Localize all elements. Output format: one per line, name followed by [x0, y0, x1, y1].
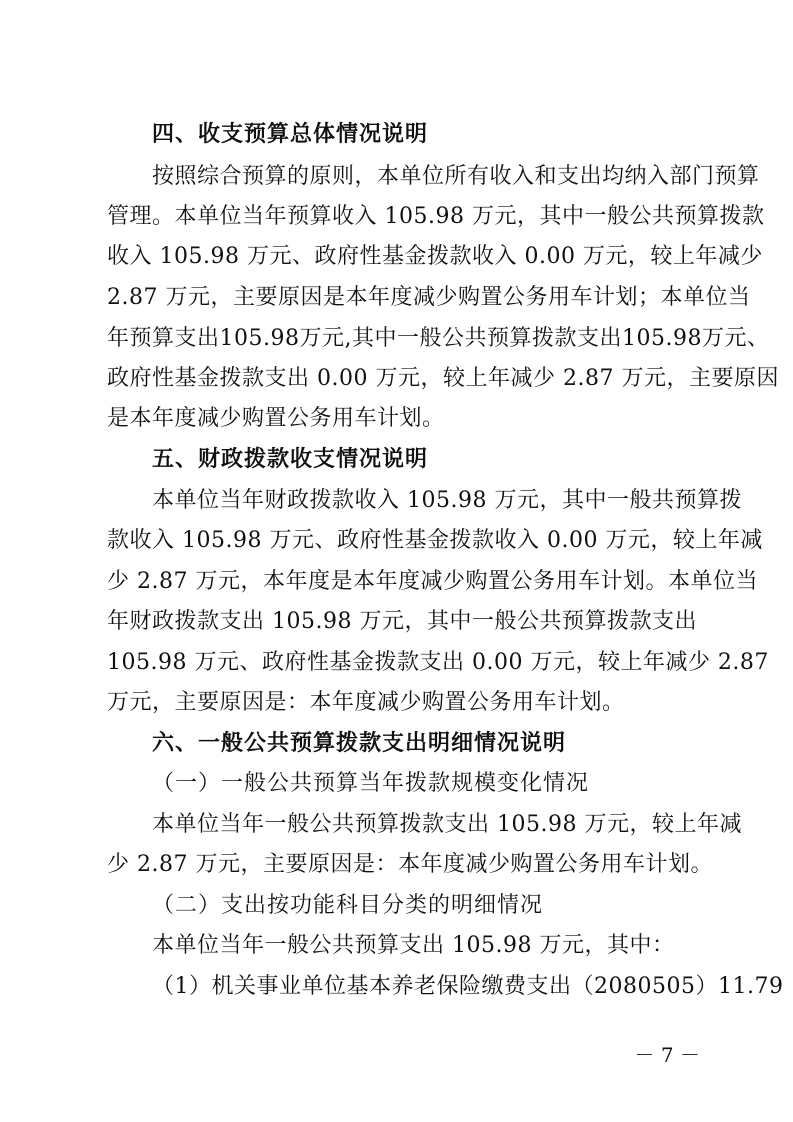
paragraph-line: 少 2.87 万元，本年度是本年度减少购置公务用车计划。本单位当	[107, 569, 758, 594]
subsection-heading-1: （一）一般公共预算当年拨款规模变化情况	[152, 771, 590, 796]
paragraph-line: 少 2.87 万元，主要原因是：本年度减少购置公务用车计划。	[107, 852, 713, 877]
paragraph-line: 政府性基金拨款支出 0.00 万元，较上年减少 2.87 万元，主要原因	[107, 366, 779, 391]
section-heading-6: 六、一般公共预算拨款支出明细情况说明	[152, 731, 567, 756]
subsection-heading-2: （二）支出按功能科目分类的明细情况	[152, 893, 544, 918]
paragraph-line: 本单位当年一般公共预算支出 105.98 万元，其中：	[152, 933, 675, 958]
paragraph-line: 年预算支出105.98万元,其中一般公共预算拨款支出105.98万元、	[107, 326, 770, 351]
page-number: － 7 －	[634, 1043, 700, 1067]
paragraph-line: 款收入 105.98 万元、政府性基金拨款收入 0.00 万元，较上年减	[107, 528, 763, 553]
paragraph-line: 按照综合预算的原则，本单位所有收入和支出均纳入部门预算	[152, 164, 760, 189]
paragraph-line: 2.87 万元，主要原因是本年度减少购置公务用车计划；本单位当	[107, 285, 751, 310]
paragraph-line: 本单位当年财政拨款收入 105.98 万元，其中一般共预算拨	[152, 488, 742, 513]
paragraph-line: 是本年度减少购置公务用车计划。	[107, 406, 445, 431]
paragraph-line: 年财政拨款支出 105.98 万元，其中一般公共预算拨款支出	[107, 609, 697, 634]
paragraph-line: 本单位当年一般公共预算拨款支出 105.98 万元，较上年减	[152, 812, 742, 837]
section-heading-5: 五、财政拨款收支情况说明	[152, 447, 429, 472]
paragraph-line: 管理。本单位当年预算收入 105.98 万元，其中一般公共预算拨款	[107, 204, 765, 229]
section-heading-4: 四、收支预算总体情况说明	[152, 122, 429, 147]
paragraph-line: 105.98 万元、政府性基金拨款支出 0.00 万元，较上年减少 2.87	[107, 650, 769, 675]
paragraph-line: （1）机关事业单位基本养老保险缴费支出（2080505）11.79	[152, 974, 784, 999]
paragraph-line: 万元，主要原因是：本年度减少购置公务用车计划。	[107, 690, 625, 715]
paragraph-line: 收入 105.98 万元、政府性基金拨款收入 0.00 万元，较上年减少	[107, 244, 763, 269]
